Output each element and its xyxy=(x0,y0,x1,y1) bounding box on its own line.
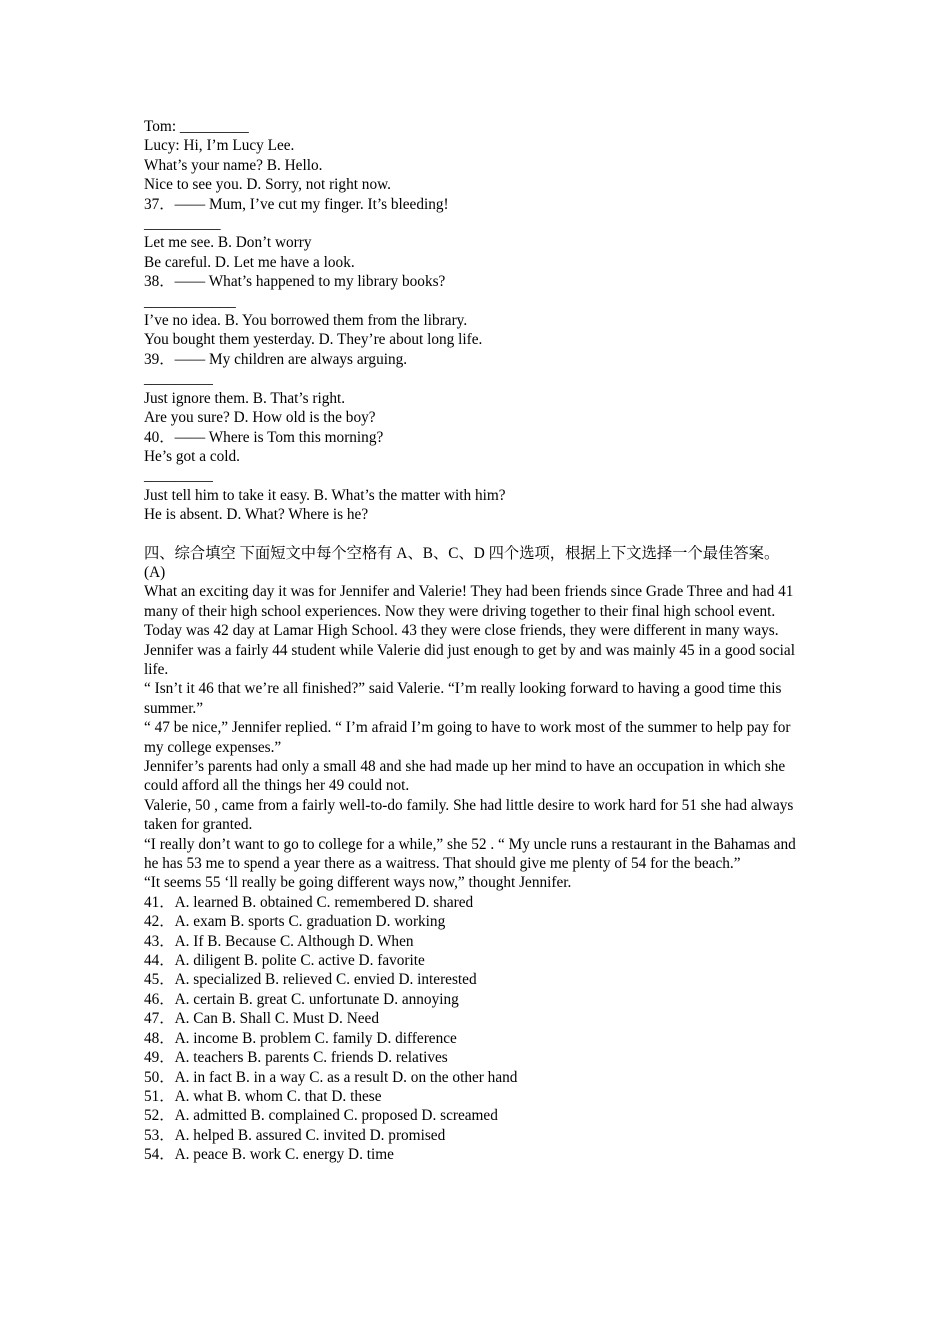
section-spacer xyxy=(144,525,808,544)
dialogue-line: Tom: _________ xyxy=(144,118,249,135)
passage-paragraph: “I really don’t want to go to college for a while,” she 52 . “ My uncle runs a restaurant in the Bahamas and he has 53 me to spend a year there as a waitress. That should give me plenty of 54 for the beach.” xyxy=(144,835,796,873)
answer-blank: __________ xyxy=(144,215,221,233)
question-prompt: 38．—— What’s happened to my library books? xyxy=(144,273,446,291)
cloze-questions xyxy=(144,893,808,1165)
cloze-question: 49．A. teachers B. parents C. friends D. relatives xyxy=(144,1049,448,1067)
cloze-question: 51．A. what B. whom C. that D. these xyxy=(144,1087,382,1105)
passage-paragraph: “ Isn’t it 46 that we’re all finished?” said Valerie. “I’m really looking forward to having a good time this summer.” xyxy=(144,680,782,717)
question-37 xyxy=(144,195,808,273)
question-40 xyxy=(144,428,808,525)
passage-paragraph: Valerie, 50 , came from a fairly well-to-do family. She had little desire to work hard for 51 she had always taken for granted. xyxy=(144,796,794,834)
dialogue-line: Lucy: Hi, I’m Lucy Lee. xyxy=(144,137,295,155)
document-page xyxy=(144,117,808,1165)
cloze-question: 47．A. Can B. Shall C. Must D. Need xyxy=(144,1010,379,1028)
question-prompt: 40．—— Where is Tom this morning? xyxy=(144,428,384,446)
passage-label: (A) xyxy=(144,563,166,581)
option-line: You bought them yesterday. D. They’re about long life. xyxy=(144,331,483,349)
dialogue-line: What’s your name? B. Hello. xyxy=(144,156,323,174)
passage-paragraph: What an exciting day it was for Jennifer and Valerie! They had been friends since Grade Three and had 41 many of their high school experiences. Now they were driving together to their final high school event. Today was 42 day at Lamar High School. 43 they were close friends, they were different in many ways. Jennifer was a fairly 44 student while Valerie did just enough to get by and was mainly 45 in a good social life. xyxy=(144,583,795,678)
passage-paragraph: “ 47 be nice,” Jennifer replied. “ I’m afraid I’m going to have to work most of the summer to help pay for my college expenses.” xyxy=(144,719,791,756)
option-line: Let me see. B. Don’t worry xyxy=(144,234,312,252)
cloze-question: 53．A. helped B. assured C. invited D. promised xyxy=(144,1126,446,1144)
cloze-question: 41．A. learned B. obtained C. remembered D. shared xyxy=(144,893,474,911)
cloze-question: 54．A. peace B. work C. energy D. time xyxy=(144,1146,394,1164)
option-line: Just tell him to take it easy. B. What’s the matter with him? xyxy=(144,486,506,504)
question-38 xyxy=(144,272,808,350)
option-line: Just ignore them. B. That’s right. xyxy=(144,389,346,407)
option-line: Be careful. D. Let me have a look. xyxy=(144,253,355,271)
cloze-question: 46．A. certain B. great C. unfortunate D. annoying xyxy=(144,990,459,1008)
option-line: Are you sure? D. How old is the boy? xyxy=(144,409,376,427)
dialogue-top xyxy=(144,117,808,195)
section-heading: 四、综合填空 下面短文中每个空格有 A、B、C、D 四个选项，根据上下文选择一个最佳答案。 xyxy=(144,544,780,562)
question-reply: He’s got a cold. xyxy=(144,447,241,465)
question-39 xyxy=(144,350,808,428)
answer-blank: ____________ xyxy=(144,292,236,310)
cloze-question: 48．A. income B. problem C. family D. difference xyxy=(144,1029,457,1047)
question-prompt: 39．—— My children are always arguing. xyxy=(144,350,408,368)
answer-blank: _________ xyxy=(144,370,213,388)
question-prompt: 37．—— Mum, I’ve cut my finger. It’s bleeding! xyxy=(144,195,449,213)
cloze-question: 44．A. diligent B. polite C. active D. favorite xyxy=(144,952,425,970)
cloze-question: 42．A. exam B. sports C. graduation D. working xyxy=(144,913,446,931)
passage-paragraph: Jennifer’s parents had only a small 48 and she had made up her mind to have an occupation in which she could afford all the things her 49 could not. xyxy=(144,758,786,795)
passage-paragraph: “It seems 55 ‘ll really be going different ways now,” thought Jennifer. xyxy=(144,874,572,892)
dialogue-line: Nice to see you. D. Sorry, not right now. xyxy=(144,176,391,194)
answer-blank: _________ xyxy=(144,467,213,485)
option-line: He is absent. D. What? Where is he? xyxy=(144,506,369,524)
section-4 xyxy=(144,544,808,1165)
cloze-question: 45．A. specialized B. relieved C. envied D. interested xyxy=(144,971,477,989)
option-line: I’ve no idea. B. You borrowed them from the library. xyxy=(144,312,468,330)
cloze-question: 52．A. admitted B. complained C. proposed D. screamed xyxy=(144,1107,498,1125)
cloze-question: 50．A. in fact B. in a way C. as a result D. on the other hand xyxy=(144,1068,518,1086)
cloze-question: 43．A. If B. Because C. Although D. When xyxy=(144,932,414,950)
